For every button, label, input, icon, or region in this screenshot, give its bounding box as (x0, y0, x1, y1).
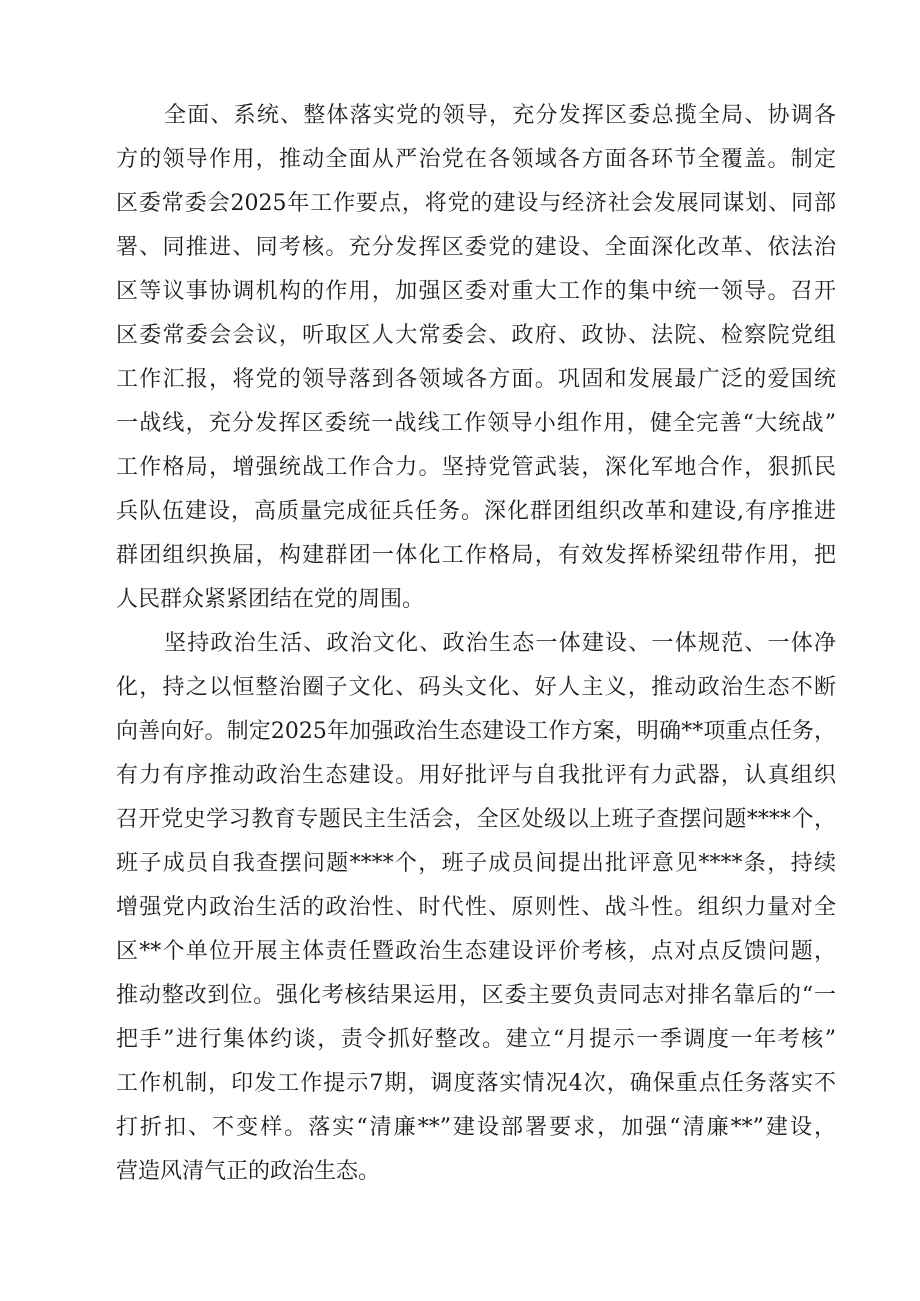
text-line: 化，持之以恒整治圈子文化、码头文化、好人主义，推动政治生态不断 (116, 675, 836, 700)
text-line: 区委常委会2025年工作要点，将党的建设与经济社会发展同谋划、同部 (116, 191, 836, 216)
text-line: 有力有序推动政治生态建设。用好批评与自我批评有力武器，认真组织 (116, 763, 836, 788)
text-line: 工作格局，增强统战工作合力。坚持党管武装，深化军地合作，狠抓民 (116, 455, 836, 480)
text-line: 区**个单位开展主体责任暨政治生态建设评价考核，点对点反馈问题， (116, 939, 836, 964)
text-line: 人民群众紧紧团结在党的周围。 (116, 587, 425, 612)
text-line: 群团组织换届，构建群团一体化工作格局，有效发挥桥梁纽带作用，把 (116, 543, 836, 568)
text-line: 向善向好。制定2025年加强政治生态建设工作方案，明确**项重点任务， (116, 719, 836, 744)
text-line: 增强党内政治生活的政治性、时代性、原则性、战斗性。组织力量对全 (116, 895, 836, 920)
text-line: 班子成员自我查摆问题****个，班子成员间提出批评意见****条，持续 (116, 851, 836, 876)
text-line: 把手”进行集体约谈，责令抓好整改。建立“月提示一季调度一年考核” (116, 1027, 836, 1052)
text-line: 工作机制，印发工作提示7期，调度落实情况4次，确保重点任务落实不 (116, 1071, 836, 1096)
text-line: 一战线，充分发挥区委统一战线工作领导小组作用，健全完善“大统战” (116, 411, 836, 436)
text-line: 署、同推进、同考核。充分发挥区委党的建设、全面深化改革、依法治 (116, 235, 836, 260)
text-line: 营造风清气正的政治生态。 (116, 1159, 381, 1184)
text-line: 兵队伍建设，高质量完成征兵任务。深化群团组织改革和建设,有序推进 (116, 499, 836, 524)
text-line: 区等议事协调机构的作用，加强区委对重大工作的集中统一领导。召开 (116, 279, 836, 304)
text-line: 打折扣、不变样。落实“清廉**”建设部署要求，加强“清廉**”建设， (116, 1115, 836, 1140)
text-line: 区委常委会会议，听取区人大常委会、政府、政协、法院、检察院党组 (116, 323, 836, 348)
text-line: 工作汇报，将党的领导落到各领域各方面。巩固和发展最广泛的爱国统 (116, 367, 836, 392)
text-line: 坚持政治生活、政治文化、政治生态一体建设、一体规范、一体净 (164, 631, 836, 656)
text-line: 全面、系统、整体落实党的领导，充分发挥区委总揽全局、协调各 (164, 103, 836, 128)
text-line: 召开党史学习教育专题民主生活会，全区处级以上班子查摆问题****个， (116, 807, 836, 832)
text-line: 推动整改到位。强化考核结果运用，区委主要负责同志对排名靠后的“一 (116, 983, 836, 1008)
text-line: 方的领导作用，推动全面从严治党在各领域各方面各环节全覆盖。制定 (116, 147, 836, 172)
